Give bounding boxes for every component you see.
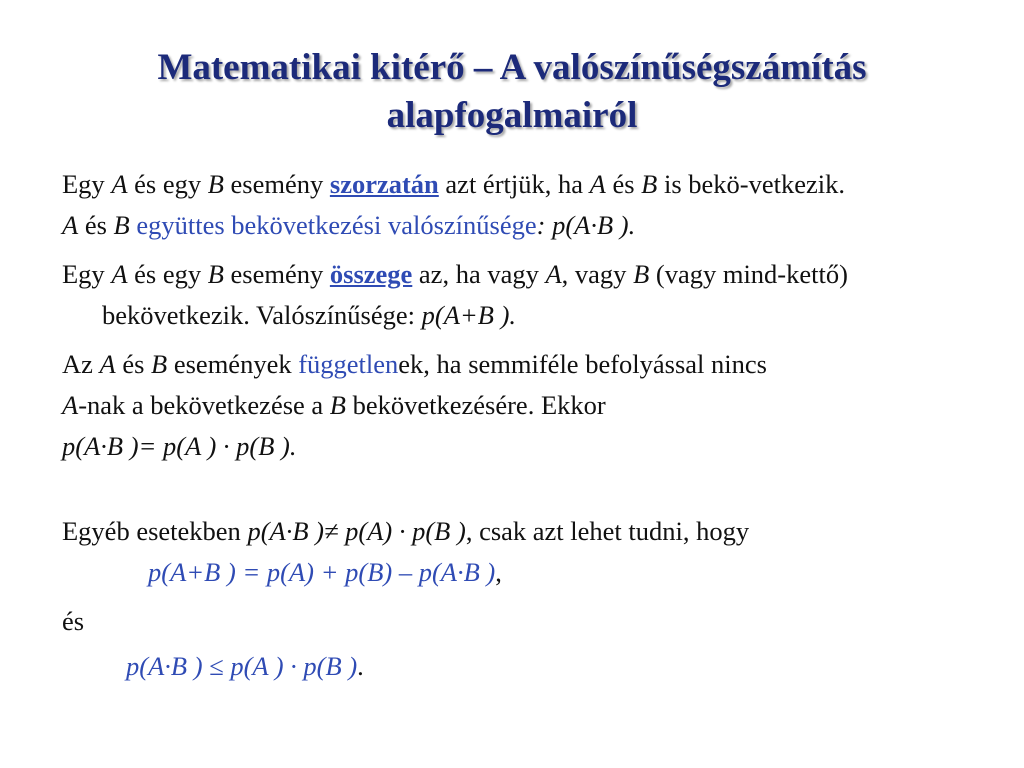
text: esemény: [223, 169, 330, 199]
text: (vagy mind-kettő) bekövetkezik. Valószínűsége:: [102, 259, 848, 330]
formula: p(A·B )≠ p(A) · p(B ): [247, 516, 466, 546]
formula: : p(A·B ).: [536, 210, 636, 240]
term-sum[interactable]: összege: [329, 259, 413, 289]
var-b: B: [207, 169, 224, 199]
inequality-line: [62, 646, 972, 687]
paragraph-independence: [62, 344, 972, 467]
text: , vagy: [561, 259, 634, 289]
var-b: B: [329, 390, 346, 420]
text: és: [115, 349, 152, 379]
joint-probability-label: együttes bekövetkezési valószínűsége: [136, 210, 537, 240]
text: Az: [62, 349, 100, 379]
var-a: A: [589, 169, 606, 199]
slide-title: [40, 44, 984, 140]
text: és: [78, 210, 114, 240]
term-independent: független: [298, 349, 399, 379]
text: és egy: [127, 169, 208, 199]
var-b: B: [151, 349, 168, 379]
paragraph-sum: [62, 254, 972, 336]
slide-title-line2: alapfogalmairól: [386, 95, 638, 136]
text: ,: [495, 557, 502, 587]
var-b: B: [641, 169, 658, 199]
var-a: A: [111, 169, 128, 199]
text: ek, ha semmiféle befolyással nincs: [398, 349, 767, 379]
paragraph-other-cases: [62, 511, 972, 593]
var-a: A: [111, 259, 128, 289]
text: is bekö-vetkezik.: [657, 169, 845, 199]
text: az, ha vagy: [412, 259, 546, 289]
text: esemény: [223, 259, 330, 289]
text: és: [605, 169, 642, 199]
text: bekövetkezésére. Ekkor: [345, 390, 606, 420]
var-a: A: [62, 390, 79, 420]
var-b: B: [633, 259, 650, 289]
var-a: A: [99, 349, 116, 379]
text: , csak azt lehet tudni, hogy: [465, 516, 750, 546]
text: azt értjük, ha: [438, 169, 590, 199]
var-a: A: [62, 210, 79, 240]
paragraph-product: [62, 164, 972, 246]
term-product[interactable]: szorzatán: [329, 169, 439, 199]
sum-formula: p(A+B ) = p(A) + p(B) – p(A·B ): [148, 557, 496, 587]
independence-line2: [62, 385, 972, 426]
text: Egyéb esetekben: [62, 516, 248, 546]
text: Egy: [62, 259, 112, 289]
product-probability-line: [62, 205, 972, 246]
slide-content: [62, 164, 972, 687]
text: -nak a bekövetkezése a: [78, 390, 330, 420]
conjunction-es: és: [62, 606, 85, 636]
var-a: A: [545, 259, 562, 289]
formula: p(A+B ).: [421, 300, 517, 330]
text: Egy: [62, 169, 112, 199]
independence-formula: [62, 426, 972, 467]
text: .: [357, 651, 364, 681]
text: események: [167, 349, 299, 379]
slide-title-line1: Matematikai kitérő – A valószínűségszámítás: [157, 47, 867, 88]
inequality-formula: p(A·B ) ≤ p(A ) · p(B ): [126, 651, 358, 681]
sum-formula-line: [102, 552, 972, 593]
text: és egy: [127, 259, 208, 289]
var-b: B: [207, 259, 224, 289]
formula: p(A·B )= p(A ) · p(B ).: [62, 431, 297, 461]
var-b: B: [113, 210, 130, 240]
